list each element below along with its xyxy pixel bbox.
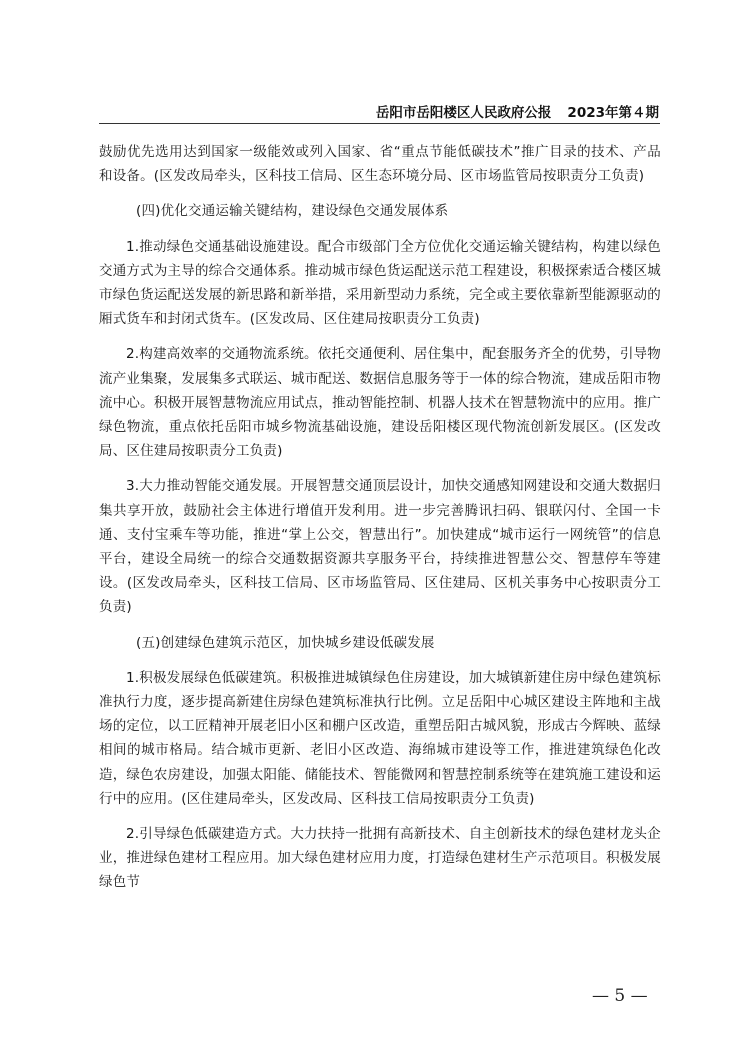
header-rule bbox=[99, 123, 660, 124]
paragraph-green-transport-infra: 1.推动绿色交通基础设施建设。配合市级部门全方位优化交通运输关键结构，构建以绿色交通方式为主导的综合交通体系。推动城市绿色货运配送示范工程建设，积极探索适合楼区城市绿色货运配送发展的新思路和新举措，采用新型动力系统，完全或主要依靠新型能源驱动的厢式货车和封闭式货车。(区发改局、区住建局按职责分工负责) bbox=[99, 238, 661, 328]
bulletin-issue: 2023年第４期 bbox=[567, 105, 659, 121]
paragraph-continuation: 鼓励优先选用达到国家一级能效或列入国家、省“重点节能低碳技术”推广目录的技术、产品和设备。(区发改局牵头，区科技工信局、区生态环境分局、区市场监管局按职责分工负责) bbox=[99, 144, 661, 185]
page-number: — 5 — bbox=[592, 986, 648, 1006]
paragraph-green-buildings: 1.积极发展绿色低碳建筑。积极推进城镇绿色住房建设，加大城镇新建住房中绿色建筑标准执行力度，逐步提高新建住房绿色建筑标准执行比例。立足岳阳中心城区建设主阵地和主战场的定位，以工匠精神开展老旧小区和棚户区改造，重塑岳阳古城风貌，形成古今辉映、蓝绿相间的城市格局。结合城市更新、老旧小区改造、海绵城市建设等工作，推进建筑绿色化改造，绿色农房建设，加强太阳能、储能技术、智能微网和智慧控制系统等在建筑施工建设和运行中的应用。(区住建局牵头，区发改局、区科技工信局按职责分工负责) bbox=[99, 669, 661, 807]
section-heading-4: (四)优化交通运输关键结构，建设绿色交通发展体系 bbox=[136, 203, 449, 220]
bulletin-title: 岳阳市岳阳楼区人民政府公报 bbox=[375, 105, 552, 121]
paragraph-logistics-system: 2.构建高效率的交通物流系统。依托交通便利、居住集中，配套服务齐全的优势，引导物流产业集聚，发展集多式联运、城市配送、数据信息服务等于一体的综合物流，建成岳阳市物流中心。积极开展智慧物流应用试点，推动智能控制、机器人技术在智慧物流中的应用。推广绿色物流，重点依托岳阳市城乡物流基础设施，建设岳阳楼区现代物流创新发展区。(区发改局、区住建局按职责分工负责) bbox=[99, 346, 661, 460]
section-heading-5: (五)创建绿色建筑示范区，加快城乡建设低碳发展 bbox=[136, 634, 435, 651]
paragraph-green-construction: 2.引导绿色低碳建造方式。大力扶持一批拥有高新技术、自主创新技术的绿色建材龙头企业，推进绿色建材工程应用。加大绿色建材应用力度，打造绿色建材生产示范项目。积极发展绿色节 bbox=[99, 826, 661, 891]
bulletin-header bbox=[99, 101, 659, 121]
document-body bbox=[99, 140, 661, 906]
paragraph-smart-transport: 3.大力推动智能交通发展。开展智慧交通顶层设计，加快交通感知网建设和交通大数据归集共享开放，鼓励社会主体进行增值开发利用。进一步完善腾讯扫码、银联闪付、全国一卡通、支付宝乘车等功能，推进“掌上公交，智慧出行”。加快建成“城市运行一网统管”的信息平台，建设全局统一的综合交通数据资源共享服务平台，持续推进智慧公交、智慧停车等建设。(区发改局牵头，区科技工信局、区市场监管局、区住建局、区机关事务中心按职责分工负责) bbox=[99, 478, 661, 616]
